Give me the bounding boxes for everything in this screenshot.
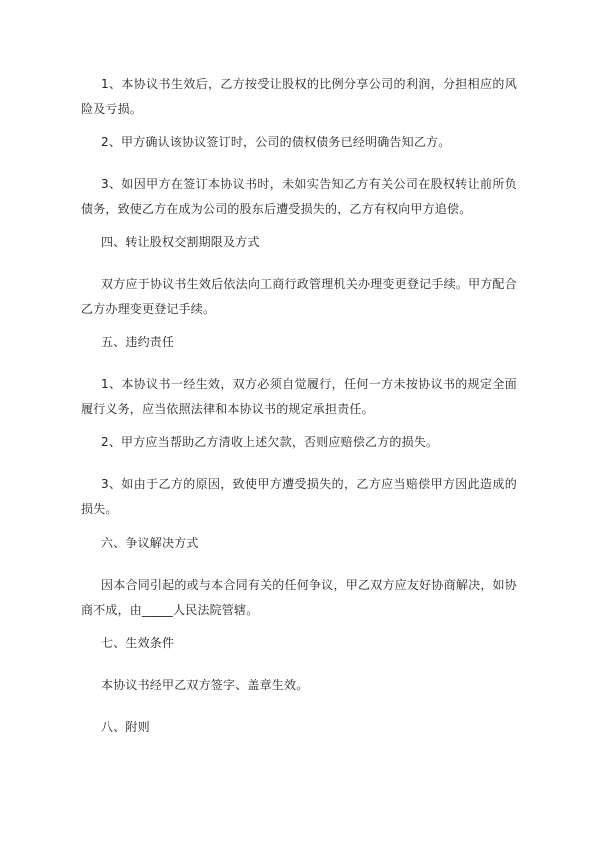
section-heading-effective-conditions: 七、生效条件	[101, 636, 175, 650]
paragraph-debt-recovery: 3、如因甲方在签订本协议书时，未如实告知乙方有关公司在股权转让前所负债务，致使乙方在成为公司的股东后遭受损失的，乙方有权向甲方追偿。	[81, 177, 517, 216]
paragraph-debt-disclosure: 2、甲方确认该协议签订时，公司的债权债务已经明确告知乙方。	[101, 135, 451, 149]
section-heading-dispute: 六、争议解决方式	[101, 536, 199, 550]
paragraph-performance: 1、本协议书一经生效，双方必须自觉履行，任何一方未按协议书的规定全面履行义务，应当依照法律和本协议书的规定承担责任。	[81, 377, 517, 416]
paragraph-dispute-resolution: 因本合同引起的或与本合同有关的任何争议，甲乙双方应友好协商解决，如协商不成，由_____人民法院管辖。	[81, 578, 517, 617]
paragraph-profit-sharing: 1、本协议书生效后，乙方按受让股权的比例分享公司的利润，分担相应的风险及亏损。	[81, 77, 517, 116]
section-heading-supplementary: 八、附则	[101, 720, 150, 734]
section-heading-transfer-delivery: 四、转让股权交割期限及方式	[101, 235, 260, 249]
paragraph-registration: 双方应于协议书生效后依法向工商行政管理机关办理变更登记手续。甲方配合乙方办理变更登记手续。	[81, 277, 517, 316]
section-heading-liability: 五、违约责任	[101, 335, 175, 349]
paragraph-effectiveness: 本协议书经甲乙双方签字、盖章生效。	[101, 678, 309, 692]
paragraph-collection: 2、甲方应当帮助乙方清收上述欠款，否则应赔偿乙方的损失。	[101, 435, 439, 449]
paragraph-compensation: 3、如由于乙方的原因，致使甲方遭受损失的，乙方应当赔偿甲方因此造成的损失。	[81, 477, 517, 516]
